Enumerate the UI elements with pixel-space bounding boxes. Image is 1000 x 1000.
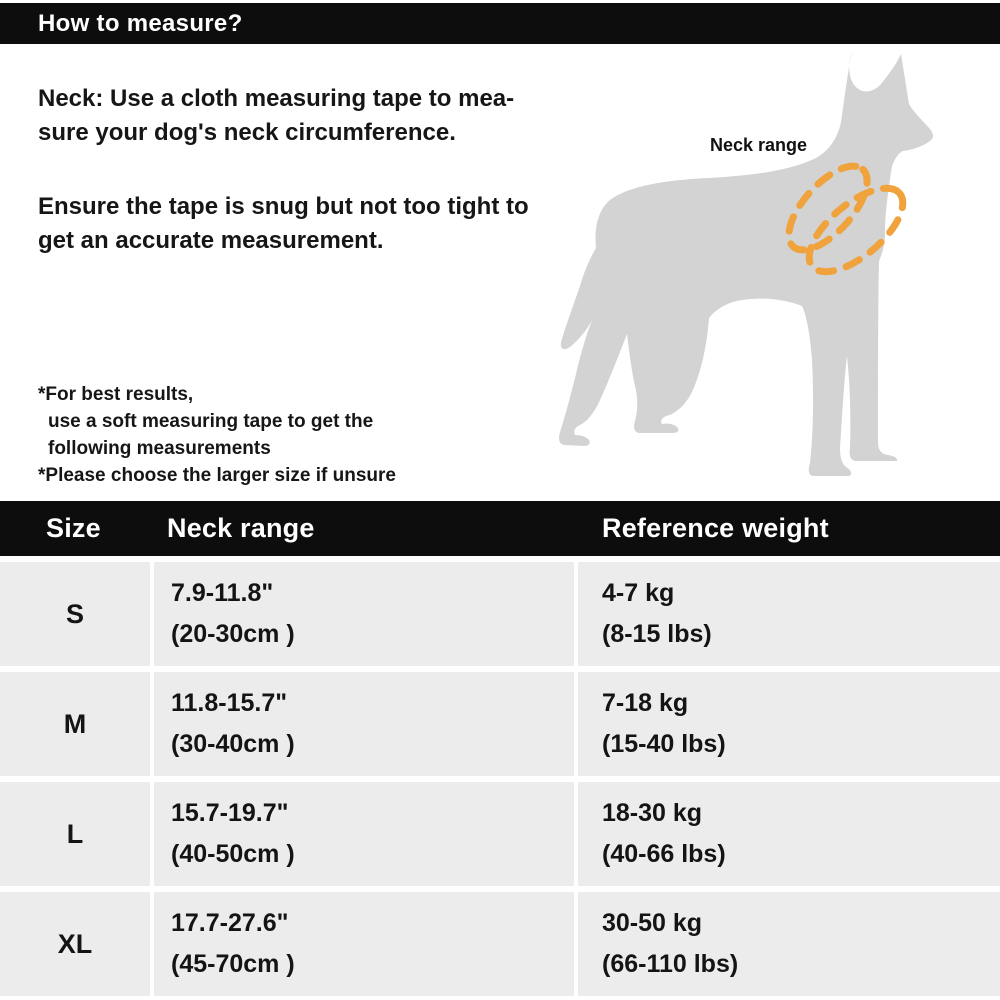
- cell-line: (20-30cm ): [171, 620, 295, 648]
- cell-line: L: [66, 818, 84, 849]
- column-header-size: Size: [46, 513, 101, 543]
- footnote-line: following measurements: [48, 438, 271, 459]
- cell-line: 11.8-15.7": [171, 689, 288, 717]
- table-row: [0, 672, 1000, 776]
- cell-line: XL: [57, 928, 93, 959]
- title-bar: [0, 3, 1000, 44]
- table-row: [0, 562, 1000, 666]
- footnote-line: *For best results,: [38, 384, 194, 405]
- cell-line: (66-110 lbs): [602, 950, 739, 978]
- cell-line: 17.7-27.6": [171, 909, 289, 937]
- cell-line: 18-30 kg: [602, 799, 703, 827]
- instruction-paragraph-snug: [38, 190, 578, 258]
- size-table: [0, 501, 1000, 996]
- instruction-line: Neck: Use a cloth measuring tape to mea-: [38, 85, 515, 112]
- page-title: How to measure?: [38, 9, 243, 37]
- table-row: [0, 782, 1000, 886]
- cell-line: 7.9-11.8": [171, 579, 274, 607]
- column-header-neck-range: Neck range: [167, 513, 315, 543]
- footnote-line: use a soft measuring tape to get the: [48, 411, 374, 432]
- reference-weight-cell: [578, 562, 1000, 666]
- cell-line: 4-7 kg: [602, 579, 675, 607]
- instruction-line: sure your dog's neck circumference.: [38, 119, 456, 146]
- column-header-reference-weight: Reference weight: [602, 513, 829, 543]
- measuring-instructions: [38, 82, 578, 298]
- cell-line: M: [63, 708, 87, 739]
- cell-line: (40-50cm ): [171, 840, 295, 868]
- cell-line: (8-15 lbs): [602, 620, 712, 648]
- cell-line: 15.7-19.7": [171, 799, 289, 827]
- dog-body-shape: [559, 51, 933, 476]
- neck-range-label: Neck range: [710, 135, 808, 155]
- dog-measure-diagram: [558, 46, 942, 476]
- neck-range-cell: [154, 782, 574, 886]
- instruction-line: Ensure the tape is snug but not too tight to: [38, 193, 529, 220]
- cell-line: S: [65, 598, 84, 629]
- cell-line: (45-70cm ): [171, 950, 295, 978]
- neck-range-cell: [154, 672, 574, 776]
- footnotes: [38, 381, 396, 489]
- table-header-row: [0, 501, 1000, 556]
- size-cell: [0, 672, 150, 776]
- neck-range-cell: [154, 892, 574, 996]
- reference-weight-cell: [578, 782, 1000, 886]
- cell-line: (15-40 lbs): [602, 730, 726, 758]
- reference-weight-cell: [578, 892, 1000, 996]
- size-cell: [0, 892, 150, 996]
- table-rows: [0, 562, 1000, 996]
- cell-line: 30-50 kg: [602, 909, 703, 937]
- cell-line: (40-66 lbs): [602, 840, 726, 868]
- reference-weight-cell: [578, 672, 1000, 776]
- instruction-line: get an accurate measurement.: [38, 227, 384, 254]
- size-cell: [0, 562, 150, 666]
- size-cell: [0, 782, 150, 886]
- table-row: [0, 892, 1000, 996]
- neck-range-cell: [154, 562, 574, 666]
- footnote-line: *Please choose the larger size if unsure: [38, 465, 396, 486]
- dog-silhouette: [558, 46, 942, 476]
- cell-line: 7-18 kg: [602, 689, 689, 717]
- instruction-paragraph-neck: [38, 82, 578, 150]
- cell-line: (30-40cm ): [171, 730, 295, 758]
